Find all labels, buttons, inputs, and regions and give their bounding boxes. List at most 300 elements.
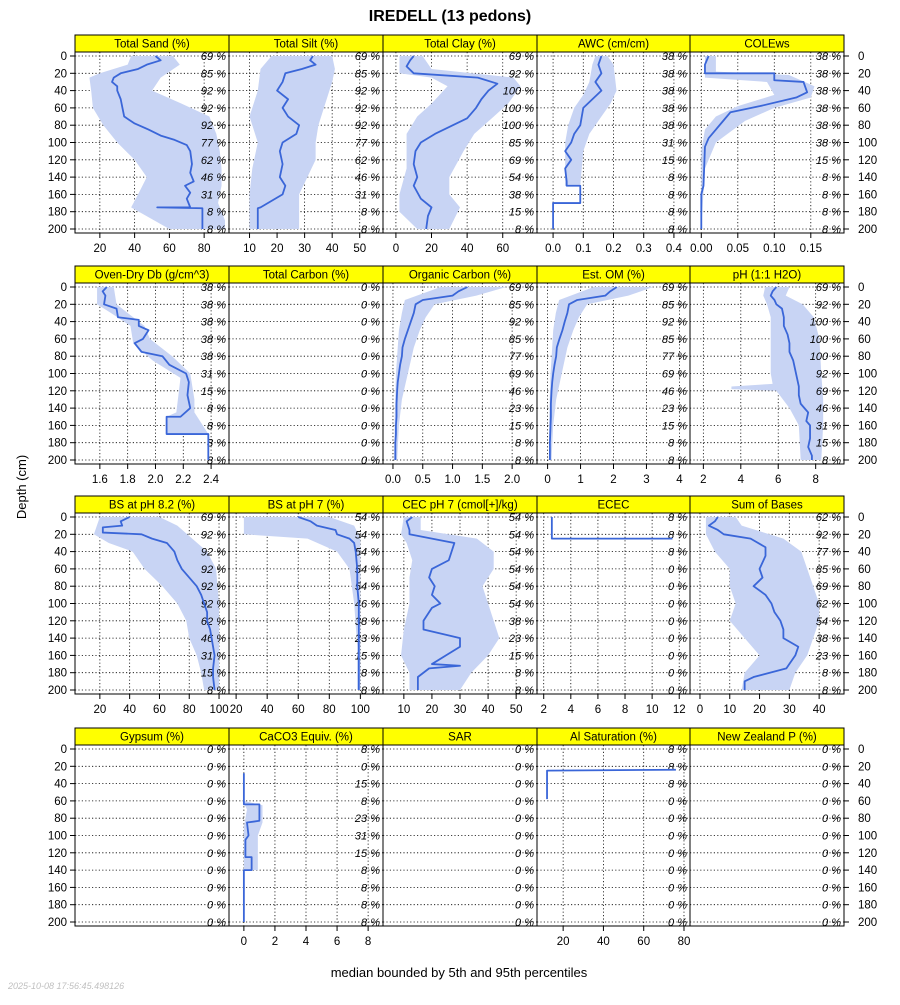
pct-label: 0 % [361,420,380,433]
pct-label: 38 % [661,102,687,115]
x-tick-label: 8 [812,474,819,486]
pct-label: 8 % [515,667,534,680]
x-tick-label: 100 [350,704,370,716]
pct-label: 8 % [361,865,380,878]
x-tick-label: 0 [392,243,400,255]
y-tick-label: 180 [858,899,878,912]
pct-label: 100 % [809,333,841,346]
pct-label: 0 % [207,778,226,791]
panel-title: AWC (cm/cm) [577,38,650,51]
pct-label: 54 % [508,172,534,185]
x-tick-label: 0.05 [726,243,749,255]
pct-label: 8 % [668,189,687,202]
pct-label: 8 % [361,206,380,219]
pct-label: 0 % [515,795,534,808]
y-tick-label: 60 [54,333,67,346]
y-tick-label: 140 [47,403,67,416]
pct-label: 85 % [508,137,534,150]
pct-label: 8 % [361,224,380,236]
x-tick-label: 10 [397,704,411,716]
pct-label: 54 % [508,529,534,542]
pct-label: 8 % [361,667,380,680]
pct-label: 69 % [508,368,534,381]
x-tick-label: 50 [509,704,523,716]
pct-label: 46 % [354,172,380,185]
x-tick-label: 0.00 [690,243,713,255]
x-tick-label: 0.4 [665,243,682,255]
x-tick-label: 2 [540,704,547,716]
pct-label: 15 % [508,420,534,433]
pct-label: 92 % [200,598,226,611]
y-tick-label: 100 [858,598,878,611]
x-tick-label: 60 [291,704,305,716]
panel [48,266,229,486]
x-tick-label: 4 [567,704,575,716]
pct-label: 85 % [508,333,534,346]
x-tick-label: 12 [672,704,686,716]
pct-label: 38 % [661,68,687,81]
pct-label: 46 % [354,598,380,611]
pct-label: 92 % [815,529,841,542]
x-tick-label: 20 [753,704,766,716]
pct-label: 38 % [508,189,534,202]
x-tick-label: 40 [812,704,826,716]
y-tick-label: 0 [60,51,67,63]
y-tick-label: 0 [858,512,865,524]
panel-title: Organic Carbon (%) [408,269,512,282]
panel-frame [383,745,537,926]
x-tick-label: 40 [123,704,137,716]
pct-label: 54 % [508,512,534,524]
y-tick-label: 160 [47,882,67,895]
pct-label: 31 % [200,650,226,663]
pct-label: 54 % [508,581,534,594]
y-tick-label: 20 [54,68,67,81]
y-tick-label: 120 [47,847,67,860]
pct-label: 0 % [207,795,226,808]
pct-label: 0 % [822,899,841,912]
pct-label: 92 % [508,68,534,81]
y-tick-label: 60 [54,795,67,808]
pct-label: 85 % [661,333,687,346]
y-tick-label: 200 [47,455,67,467]
y-tick-label: 140 [858,633,878,646]
pct-label: 38 % [815,85,841,98]
pct-label: 8 % [668,546,687,559]
y-tick-label: 60 [858,795,871,808]
pct-label: 8 % [668,206,687,219]
y-tick-label: 40 [858,778,871,791]
pct-label: 0 % [515,882,534,895]
y-tick-label: 140 [858,865,878,878]
panel [690,266,877,486]
y-tick-label: 120 [858,154,878,167]
y-tick-label: 160 [858,189,878,202]
pct-label: 54 % [815,615,841,628]
x-tick-label: 6 [775,474,782,486]
pct-label: 0 % [668,581,687,594]
pct-label: 0 % [668,847,687,860]
pct-label: 54 % [508,546,534,559]
y-tick-label: 60 [858,102,871,115]
pct-label: 0 % [822,865,841,878]
x-tick-label: 50 [353,243,367,255]
x-tick-label: 0.15 [799,243,822,255]
x-axis-label: median bounded by 5th and 95th percentiles [330,965,588,980]
y-tick-label: 100 [47,368,67,381]
x-tick-label: 40 [460,243,474,255]
pct-label: 0 % [822,744,841,756]
panel [383,496,537,716]
pct-label: 0 % [668,667,687,680]
pct-label: 46 % [508,385,534,398]
pct-label: 8 % [207,403,226,416]
pct-label: 8 % [668,512,687,524]
y-tick-label: 100 [47,598,67,611]
x-tick-label: 80 [677,936,691,948]
y-axis-label: Depth (cm) [14,454,29,520]
y-tick-label: 0 [60,512,67,524]
pct-label: 31 % [815,420,841,433]
pct-label: 8 % [668,778,687,791]
y-tick-label: 0 [60,744,67,756]
y-tick-label: 160 [858,650,878,663]
pct-label: 8 % [822,224,841,236]
panel-title: ECEC [597,499,630,512]
pct-label: 8 % [207,455,226,467]
pct-label: 69 % [815,581,841,594]
y-tick-label: 200 [858,685,878,697]
x-tick-label: 0.0 [545,243,562,255]
pct-label: 0 % [361,761,380,774]
pct-label: 0 % [668,650,687,663]
y-tick-label: 80 [858,351,871,364]
pct-label: 0 % [515,778,534,791]
y-tick-label: 80 [858,120,871,133]
panel-title: COLEws [744,38,790,51]
pct-label: 23 % [354,633,380,646]
x-tick-label: 8 [364,936,372,948]
pct-label: 15 % [200,385,226,398]
pct-label: 8 % [668,172,687,185]
x-tick-label: 30 [298,243,312,255]
pct-label: 8 % [361,917,380,929]
median-line [701,56,807,229]
pct-label: 0 % [515,865,534,878]
x-tick-label: 0.0 [384,474,401,486]
y-tick-label: 0 [858,282,865,294]
percentile-band [250,56,335,229]
x-tick-label: 20 [229,704,243,716]
pct-label: 92 % [661,316,687,329]
x-tick-label: 4 [302,936,310,948]
panel-title: CaCO3 Equiv. (%) [259,731,353,744]
percentile-band [706,517,819,690]
pct-label: 38 % [661,120,687,133]
pct-label: 0 % [361,385,380,398]
panel [229,266,383,467]
pct-label: 0 % [361,316,380,329]
pct-label: 0 % [668,795,687,808]
y-tick-label: 180 [858,206,878,219]
panel [229,35,383,255]
x-tick-label: 10 [243,243,256,255]
y-tick-label: 20 [858,68,871,81]
pct-label: 69 % [508,282,534,294]
y-tick-label: 40 [54,546,67,559]
pct-label: 85 % [354,68,380,81]
y-tick-label: 180 [47,437,67,450]
x-tick-label: 0 [696,704,704,716]
x-tick-label: 0.10 [763,243,786,255]
y-tick-label: 80 [54,813,67,826]
pct-label: 8 % [515,455,534,467]
pct-label: 8 % [515,685,534,697]
pct-label: 38 % [200,282,226,294]
panel-title: Oven-Dry Db (g/cm^3) [94,269,210,282]
pct-label: 8 % [515,437,534,450]
pct-label: 0 % [515,917,534,929]
x-tick-label: 2.2 [175,474,192,486]
pct-label: 77 % [661,351,687,364]
panel-title: pH (1:1 H2O) [732,269,802,282]
panel [229,496,383,716]
pct-label: 62 % [200,154,226,167]
y-tick-label: 140 [858,403,878,416]
pct-label: 92 % [354,102,380,115]
pct-label: 8 % [207,224,226,236]
y-tick-label: 40 [54,85,67,98]
pct-label: 8 % [207,420,226,433]
y-tick-label: 160 [858,882,878,895]
x-tick-label: 2.0 [147,474,164,486]
pct-label: 69 % [508,51,534,63]
pct-label: 0 % [515,761,534,774]
panel [229,728,383,948]
x-tick-label: 0 [240,936,248,948]
x-tick-label: 60 [637,936,651,948]
pct-label: 62 % [815,598,841,611]
y-tick-label: 140 [47,633,67,646]
pct-label: 69 % [815,385,841,398]
pct-label: 46 % [200,633,226,646]
x-tick-label: 30 [782,704,796,716]
y-tick-label: 60 [858,563,871,576]
pct-label: 69 % [661,282,687,294]
x-tick-label: 1.6 [91,474,108,486]
panel-title: Est. OM (%) [582,269,645,282]
y-tick-label: 140 [47,865,67,878]
pct-label: 8 % [361,744,380,756]
pct-label: 0 % [207,882,226,895]
pct-label: 38 % [200,333,226,346]
x-tick-label: 0.2 [605,243,622,255]
panel-title: Total Clay (%) [424,38,496,51]
pct-label: 8 % [668,455,687,467]
x-tick-label: 80 [182,704,196,716]
pct-label: 92 % [354,85,380,98]
pct-label: 0 % [207,761,226,774]
panel [48,496,229,716]
pct-label: 38 % [815,51,841,63]
pct-label: 8 % [668,437,687,450]
x-tick-label: 0.3 [635,243,652,255]
pct-label: 0 % [668,830,687,843]
pct-label: 54 % [508,598,534,611]
pct-label: 77 % [815,546,841,559]
pct-label: 92 % [200,581,226,594]
pct-label: 38 % [815,102,841,115]
pct-label: 0 % [822,917,841,929]
pct-label: 77 % [354,137,380,150]
x-tick-label: 0 [544,474,551,486]
x-tick-label: 20 [93,704,107,716]
pct-label: 92 % [200,563,226,576]
y-tick-label: 120 [47,385,67,398]
pct-label: 69 % [661,368,687,381]
pct-label: 0 % [668,917,687,929]
pct-label: 0 % [668,685,687,697]
pct-label: 0 % [668,563,687,576]
pct-label: 8 % [207,685,226,697]
pct-label: 8 % [822,206,841,219]
y-tick-label: 80 [54,120,67,133]
pct-label: 0 % [207,847,226,860]
pct-label: 0 % [822,813,841,826]
pct-label: 0 % [822,830,841,843]
y-tick-label: 100 [47,830,67,843]
x-tick-label: 20 [270,243,284,255]
pct-label: 8 % [668,761,687,774]
pct-label: 62 % [354,154,380,167]
y-tick-label: 20 [858,761,871,774]
y-tick-label: 40 [858,85,871,98]
pct-label: 62 % [200,615,226,628]
y-tick-label: 200 [47,917,67,929]
y-tick-label: 160 [47,420,67,433]
pct-label: 31 % [661,137,687,150]
y-tick-label: 160 [858,420,878,433]
pct-label: 69 % [508,154,534,167]
y-tick-label: 180 [858,437,878,450]
panel [690,728,877,929]
y-tick-label: 0 [60,282,67,294]
y-tick-label: 180 [47,899,67,912]
pct-label: 0 % [515,830,534,843]
pct-label: 0 % [361,333,380,346]
pct-label: 46 % [200,172,226,185]
y-tick-label: 0 [858,744,865,756]
x-tick-label: 60 [153,704,166,716]
pct-label: 8 % [361,899,380,912]
pct-label: 15 % [815,437,841,450]
panel-title: New Zealand P (%) [717,731,817,744]
x-tick-label: 20 [425,704,439,716]
pct-label: 69 % [200,51,226,63]
pct-label: 77 % [200,137,226,150]
pct-label: 8 % [361,882,380,895]
panel-frame [690,745,844,926]
pct-label: 54 % [354,546,380,559]
x-tick-label: 6 [333,936,341,948]
y-tick-label: 20 [858,299,871,312]
y-tick-label: 80 [858,581,871,594]
pct-label: 69 % [354,51,380,63]
pct-label: 54 % [354,529,380,542]
pct-label: 0 % [822,761,841,774]
y-tick-label: 100 [858,368,878,381]
panel [537,35,690,255]
y-tick-label: 40 [54,316,67,329]
y-tick-label: 100 [858,137,878,150]
pct-label: 8 % [668,744,687,756]
y-tick-label: 120 [858,385,878,398]
y-tick-label: 120 [858,615,878,628]
pct-label: 100 % [502,85,534,98]
panel-title: Total Carbon (%) [262,269,350,282]
pct-label: 15 % [354,778,380,791]
y-tick-label: 20 [54,761,67,774]
pct-label: 0 % [668,882,687,895]
x-tick-label: 80 [197,243,211,255]
x-tick-label: 80 [322,704,336,716]
pct-label: 0 % [822,882,841,895]
pct-label: 92 % [200,120,226,133]
pct-label: 31 % [354,830,380,843]
pct-label: 15 % [200,667,226,680]
pct-label: 85 % [508,299,534,312]
y-tick-label: 180 [47,206,67,219]
panel [537,266,690,486]
pct-label: 92 % [815,368,841,381]
panel-title: BS at pH 7 (%) [267,499,345,512]
pct-label: 100 % [809,316,841,329]
x-tick-label: 2 [610,474,617,486]
pct-label: 15 % [508,206,534,219]
pct-label: 100 % [502,120,534,133]
pct-label: 38 % [200,299,226,312]
pct-label: 54 % [354,563,380,576]
y-tick-label: 40 [858,546,871,559]
pct-label: 62 % [815,512,841,524]
pct-label: 0 % [361,455,380,467]
x-tick-label: 40 [128,243,142,255]
pct-label: 54 % [508,563,534,576]
pct-label: 8 % [207,206,226,219]
pct-label: 92 % [200,529,226,542]
y-tick-label: 180 [858,667,878,680]
pct-label: 0 % [822,847,841,860]
y-tick-label: 140 [47,172,67,185]
pct-label: 15 % [661,154,687,167]
x-tick-label: 40 [597,936,610,948]
y-tick-label: 180 [47,667,67,680]
x-tick-label: 40 [260,704,274,716]
y-tick-label: 120 [47,154,67,167]
pct-label: 0 % [822,778,841,791]
x-tick-label: 4 [676,474,683,486]
panel-frame [229,283,383,464]
pct-label: 31 % [354,189,380,202]
pct-label: 23 % [354,813,380,826]
pct-label: 8 % [822,667,841,680]
y-tick-label: 20 [54,299,67,312]
pct-label: 0 % [207,830,226,843]
y-tick-label: 120 [47,615,67,628]
pct-label: 38 % [815,120,841,133]
pct-label: 0 % [361,351,380,364]
x-tick-label: 40 [481,704,495,716]
